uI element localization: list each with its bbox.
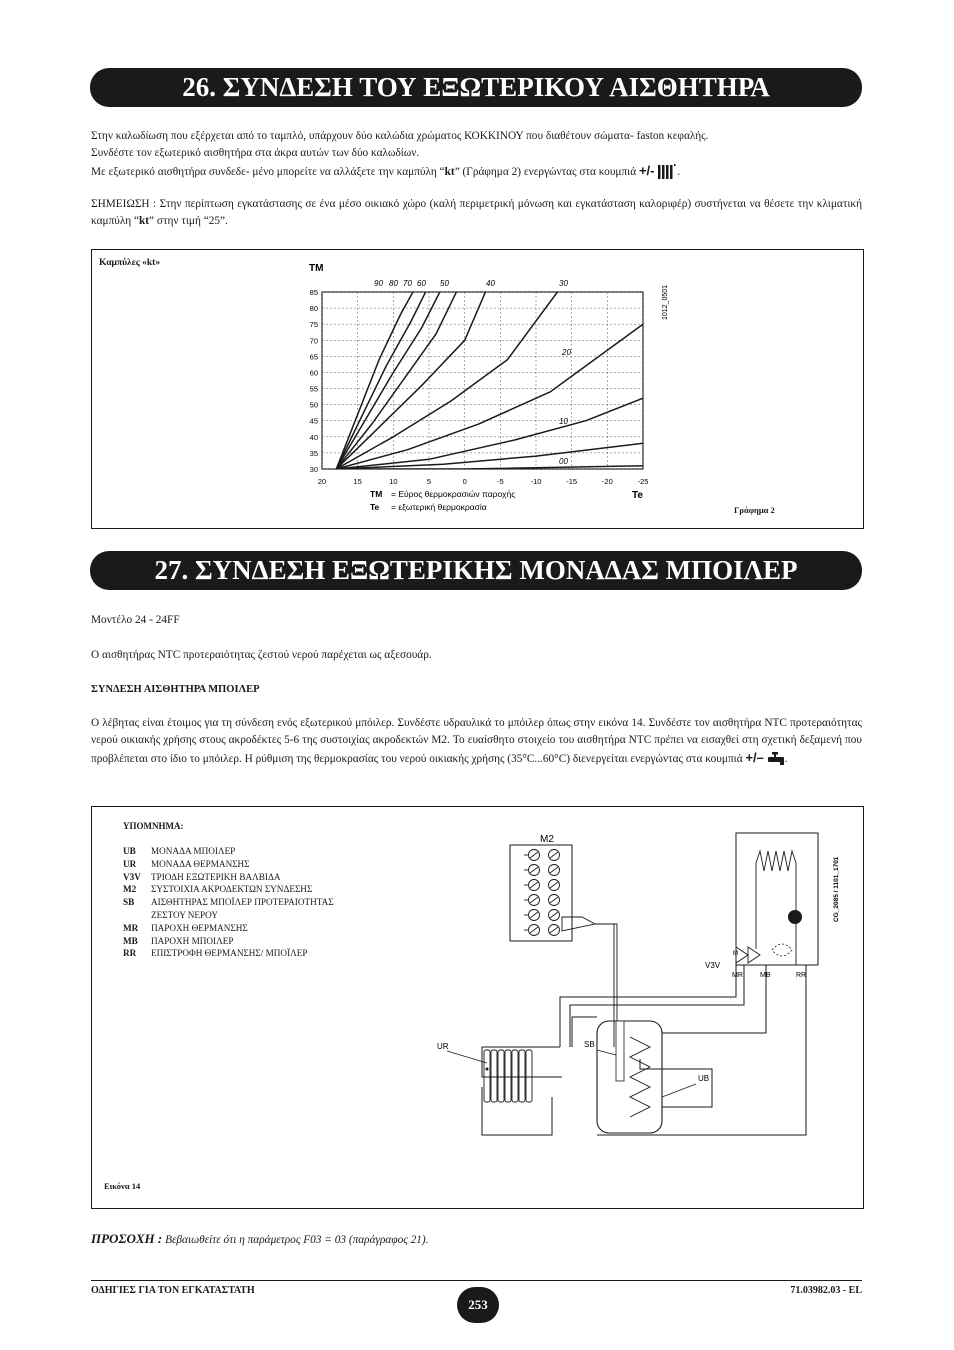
section-27-header bbox=[90, 551, 862, 590]
s26-note-a: ΣΗΜΕΙΩΣΗ : Στην περίπτωση εγκατάστασης σε ένα μέσο οικιακό χώρο (καλή περιμετρική μόνωση και εγκατάσταση καλοριφέρ) συστήνεται να θέσετε την κλιματική καμπύλη “ bbox=[91, 198, 862, 227]
legend-text: ΑΙΣΘΗΤΗΡΑΣ ΜΠΟΪΛΕΡ ΠΡΟΤΕΡΑΙΟΤΗΤΑΣ ΖΕΣΤΟΥ ΝΕΡΟΥ bbox=[151, 897, 334, 920]
footer-rule bbox=[91, 1280, 862, 1281]
x-tick-label: -20 bbox=[601, 477, 613, 486]
sb-label: SB bbox=[584, 1040, 595, 1049]
x-tick-label: 20 bbox=[317, 477, 327, 486]
x-tick-label: 10 bbox=[389, 477, 398, 486]
ub-label: UB bbox=[698, 1074, 710, 1083]
page-number: 253 bbox=[457, 1287, 499, 1323]
sensor-well bbox=[616, 1021, 624, 1081]
legend-tm-key: TM bbox=[370, 489, 383, 499]
legend-code: MR bbox=[123, 922, 139, 933]
curve-label: 20 bbox=[562, 348, 571, 357]
section-26-title: 26. ΣΥΝΔΕΣΗ ΤΟΥ ΕΞΩΤΕΡΙΚΟΥ ΑΙΣΘΗΤΗΡΑ bbox=[182, 72, 770, 102]
x-tick-label: 15 bbox=[353, 477, 362, 486]
rr-label: RR bbox=[796, 972, 807, 979]
s26-note bbox=[91, 196, 862, 230]
m2-label: M2 bbox=[540, 834, 554, 845]
radiator-fin bbox=[505, 1050, 511, 1102]
radiator-unit bbox=[437, 1042, 532, 1102]
section-27-title: 27. ΣΥΝΔΕΣΗ ΕΞΩΤΕΡΙΚΗΣ ΜΟΝΑΔΑΣ ΜΠΟΙΛΕΡ bbox=[154, 555, 798, 585]
legend-code: V3V bbox=[123, 871, 141, 882]
kt-curve bbox=[336, 324, 643, 469]
y-tick-label: 70 bbox=[309, 336, 318, 346]
curve-label: 00 bbox=[559, 457, 568, 466]
caution-text: Βεβαιωθείτε ότι η παράμετρος F03 = 03 (παράγραφος 21). bbox=[165, 1234, 429, 1246]
legend-tm-text: = Εύρος θερμοκρασιών παροχής bbox=[391, 489, 516, 499]
y-tick-label: 40 bbox=[309, 432, 318, 442]
radiator-fin bbox=[512, 1050, 518, 1102]
s26-note-b: ” στην τιμή “25”. bbox=[149, 215, 228, 227]
chart-x-label: Te bbox=[632, 490, 643, 501]
radiator-icon bbox=[657, 164, 677, 180]
y-tick-label: 35 bbox=[309, 448, 318, 458]
s26-line-1: Στην καλωδίωση που εξέρχεται από το ταμπλό, υπάρχουν δύο καλώδια χρώματος ΚΟΚΚΙΝΟΥ που διαθέτουν σώματα- faston κεφαλής. bbox=[91, 130, 709, 142]
y-tick-label: 75 bbox=[309, 320, 318, 330]
s27-paragraph-text: Ο λέβητας είναι έτοιμος για τη σύνδεση ενός εξωτερικού μπόιλερ. Συνδέστε υδραυλικά το μπόιλερ όπως στην εικόνα 14. Συνδέστε τον αισθητήρα NTC προτεραιότητας νερού οικιακής χρήσης στους ακροδέκτες 5-6 της συστοιχίας ακροδεκτών M2. Το ευαίσθητο στοιχείο του αισθητήρα NTC πρέπει να εισαχθεί στη σχετική δεξαμενή που προβλέπεται στο ίδιο το μπόιλερ. Η ρύθμιση της θερμοκρασίας του νερού οικιακής χρήσης (35°C...60°C) διενεργείται ενεργώντας στα κουμπιά bbox=[91, 717, 862, 765]
y-tick-label: 60 bbox=[309, 368, 318, 378]
y-tick-label: 80 bbox=[309, 304, 318, 314]
curve-label: 30 bbox=[559, 279, 568, 288]
terminal-slot bbox=[530, 912, 538, 918]
radiator-fin bbox=[498, 1050, 504, 1102]
kt-curves-chart bbox=[92, 250, 863, 528]
radiator-fin bbox=[526, 1050, 532, 1102]
legend-te-key: Te bbox=[370, 502, 380, 512]
curve-label: 50 bbox=[440, 279, 449, 288]
legend-code: SB bbox=[123, 897, 135, 908]
boiler-tank bbox=[584, 1021, 709, 1133]
diagram-caption: Εικόνα 14 bbox=[104, 1181, 141, 1191]
y-tick-label: 55 bbox=[309, 384, 318, 394]
diagram-box bbox=[91, 806, 864, 1209]
terminal-slot bbox=[550, 927, 558, 933]
radiator-fin bbox=[484, 1050, 490, 1102]
boiler-unit bbox=[705, 833, 818, 979]
terminal-slot bbox=[530, 882, 538, 888]
footer-left: ΟΔΗΓΙΕΣ ΓΙΑ ΤΟΝ ΕΓΚΑΤΑΣΤΑΤΗ bbox=[91, 1285, 255, 1296]
svg-text:M: M bbox=[733, 951, 738, 957]
radiator-fin bbox=[519, 1050, 525, 1102]
legend-code: MB bbox=[123, 935, 138, 946]
y-tick-label: 65 bbox=[309, 352, 318, 362]
terminal-slot bbox=[550, 852, 558, 858]
x-tick-label: -15 bbox=[566, 477, 578, 486]
curve-label: 80 bbox=[389, 279, 398, 288]
sensor-cable-head bbox=[562, 917, 595, 931]
chart-caption: Καμπύλες «kt» bbox=[99, 258, 161, 268]
section-26-header bbox=[90, 68, 862, 107]
radiator-fin bbox=[491, 1050, 497, 1102]
legend-text: ΠΑΡΟΧΗ ΘΕΡΜΑΝΣΗΣ bbox=[151, 922, 248, 933]
curve-label: 10 bbox=[559, 417, 568, 426]
curve-label: 60 bbox=[417, 279, 426, 288]
s26-line-3-b: ” (Γράφημα 2) ενεργώντας στα κουμπιά bbox=[454, 166, 637, 178]
chart-box bbox=[91, 249, 864, 529]
plusminus-label: +/- bbox=[638, 163, 655, 178]
s26-line-2: Συνδέστε τον εξωτερικό αισθητήρα στα άκρα αυτών των δύο καλωδίων. bbox=[91, 147, 420, 159]
kt-curve bbox=[336, 282, 444, 469]
x-tick-label: -5 bbox=[496, 477, 504, 486]
legend-text: ΣΥΣΤΟΙΧΙΑ ΑΚΡΟΔΕΚΤΩΝ ΣΥΝΔΕΣΗΣ bbox=[151, 884, 313, 895]
kt-curve bbox=[336, 292, 557, 469]
tap-icon bbox=[767, 752, 785, 766]
s27-model: Μοντέλο 24 - 24FF bbox=[91, 614, 180, 626]
x-tick-label: 5 bbox=[426, 477, 432, 486]
terminal-slot bbox=[550, 912, 558, 918]
terminal-slot bbox=[530, 897, 538, 903]
s26-line-3-a: Με εξωτερικό αισθητήρα συνδεδε- μένο μπορείτε να αλλάξετε την καμπύλη “ bbox=[91, 166, 445, 178]
s26-kt-1: kt bbox=[444, 166, 455, 178]
legend-text: ΕΠΙΣΤΡΟΦΗ ΘΕΡΜΑΝΣΗΣ/ ΜΠΟΪΛΕΡ bbox=[151, 948, 308, 959]
s27-sensor-note: Ο αισθητήρας NTC προτεραιότητας ζεστού νερού παρέχεται ως αξεσουάρ. bbox=[91, 649, 432, 661]
s27-subheading: ΣΥΝΔΕΣΗ ΑΙΣΘΗΤΗΡΑ ΜΠΟΙΛΕΡ bbox=[91, 684, 260, 695]
x-tick-label: -10 bbox=[530, 477, 542, 486]
v3v-label: V3V bbox=[705, 961, 721, 970]
x-tick-label: -25 bbox=[637, 477, 649, 486]
legend-code: M2 bbox=[123, 884, 137, 895]
diagram-code: CG_2085 / 1101_1701 bbox=[833, 856, 840, 922]
legend-code: UB bbox=[123, 846, 136, 856]
y-tick-label: 85 bbox=[309, 288, 318, 297]
s26-paragraph-1 bbox=[91, 128, 862, 181]
caution-line bbox=[91, 1230, 862, 1249]
s26-kt-2: kt bbox=[139, 215, 150, 227]
y-tick-label: 30 bbox=[309, 465, 318, 474]
terminal-slot bbox=[550, 882, 558, 888]
legend-text: ΜΟΝΑΔΑ ΜΠΟΙΛΕΡ bbox=[151, 846, 236, 856]
legend-text: ΠΑΡΟΧΗ ΜΠΟΙΛΕΡ bbox=[151, 935, 234, 946]
terminal-slot bbox=[550, 867, 558, 873]
curve-label: 40 bbox=[486, 279, 495, 288]
terminal-slot bbox=[550, 897, 558, 903]
s26-line-3: Με εξωτερικό αισθητήρα συνδεδε- μένο μπορείτε να αλλάξετε την καμπύλη “kt” (Γράφημα 2) ενεργώντας στα κουμπιά +/- . bbox=[91, 162, 862, 181]
kt-curve bbox=[336, 282, 430, 469]
legend-title: ΥΠΟΜΝΗΜΑ: bbox=[123, 821, 184, 831]
terminal-slot bbox=[530, 852, 538, 858]
legend-code: UR bbox=[123, 858, 137, 869]
x-tick-label: 0 bbox=[462, 477, 467, 486]
y-tick-label: 45 bbox=[309, 416, 318, 426]
chart-code: 1012_0501 bbox=[662, 284, 669, 320]
radiator-valve bbox=[486, 1068, 489, 1071]
chart-y-label: TM bbox=[309, 263, 324, 274]
mr-label: MR bbox=[732, 972, 743, 979]
curve-label: 70 bbox=[403, 279, 412, 288]
kt-curve bbox=[336, 282, 461, 469]
pump-icon bbox=[788, 910, 802, 924]
ur-label: UR bbox=[437, 1042, 449, 1051]
plusminus-label-2: +/– bbox=[745, 750, 764, 765]
s27-paragraph: Ο λέβητας είναι έτοιμος για τη σύνδεση ενός εξωτερικού μπόιλερ. Συνδέστε υδραυλικά το μπόιλερ όπως στην εικόνα 14. Συνδέστε τον αισθητήρα NTC προτεραιότητας νερού οικιακής χρήσης στους ακροδέκτες 5-6 της συστοιχίας ακροδεκτών M2. Το ευαίσθητο στοιχείο του αισθητήρα NTC πρέπει να εισαχθεί στη σχετική δεξαμενή που προβλέπεται στο ίδιο το μπόιλερ. Η ρύθμιση της θερμοκρασίας του νερού οικιακής χρήσης (35°C...60°C) διενεργείται ενεργώντας στα κουμπιά +/– . bbox=[91, 717, 862, 765]
terminal-slot bbox=[530, 867, 538, 873]
chart-curves bbox=[336, 282, 643, 469]
chart-figure-label: Γράφημα 2 bbox=[734, 505, 775, 515]
terminal-block-m2 bbox=[510, 834, 572, 941]
footer-right: 71.03982.03 - EL bbox=[790, 1285, 862, 1296]
caution-label: ΠΡΟΣΟΧΗ : bbox=[91, 1231, 163, 1246]
y-tick-label: 50 bbox=[309, 400, 318, 410]
curve-label: 90 bbox=[374, 279, 383, 288]
legend-text: ΤΡΙΟΔΗ ΕΞΩΤΕΡΙΚΗ ΒΑΛΒΙΔΑ bbox=[151, 871, 281, 882]
terminal-slot bbox=[530, 927, 538, 933]
mb-label: MB bbox=[760, 972, 771, 979]
legend-code: RR bbox=[123, 948, 137, 959]
legend-te-text: = εξωτερική θερμοκρασία bbox=[391, 502, 487, 512]
hydraulic-diagram bbox=[92, 807, 863, 1208]
legend-text: ΜΟΝΑΔΑ ΘΕΡΜΑΝΣΗΣ bbox=[151, 858, 250, 869]
